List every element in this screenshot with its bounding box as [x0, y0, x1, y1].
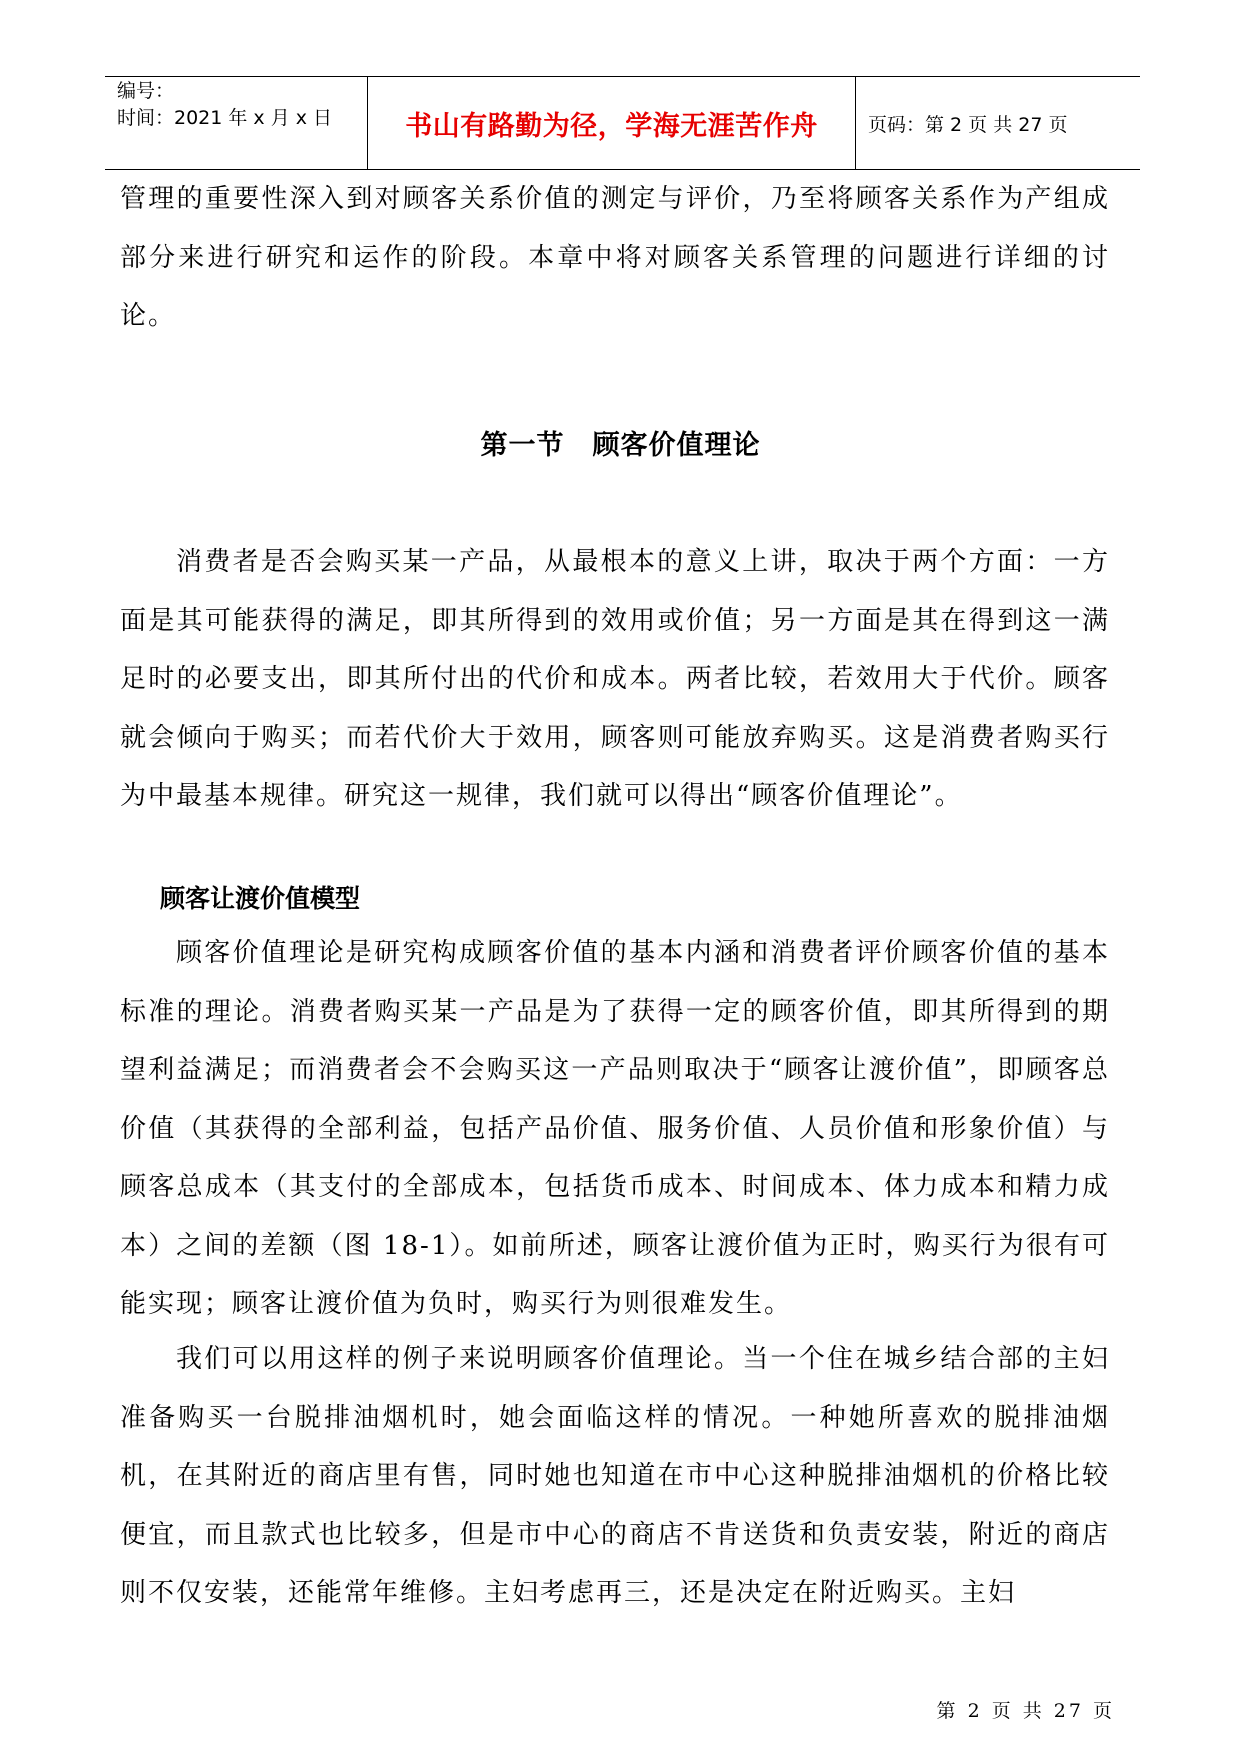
body-paragraph: 顾客价值理论是研究构成顾客价值的基本内涵和消费者评价顾客价值的基本标准的理论。消费者购买某一产品是为了获得一定的顾客价值，即其所得到的期望利益满足；而消费者会不会购买这一产品则取决于“顾客让渡价值”，即顾客总价值（其获得的全部利益，包括产品价值、服务价值、人员价值和形象价值）与顾客总成本（其支付的全部成本，包括货币成本、时间成本、体力成本和精力成本）之间的差额（图 18-1）。如前所述，顾客让渡价值为正时，购买行为很有可能实现；顾客让渡价值为负时，购买行为则很难发生。 — [120, 938, 1110, 1319]
header-motto: 书山有路勤为径，学海无涯苦作舟 — [405, 110, 818, 142]
intro-paragraph: 管理的重要性深入到对顾客关系价值的测定与评价，乃至将顾客关系作为产组成部分来进行研究和运作的阶段。本章中将对顾客关系管理的问题进行详细的讨论。 — [120, 184, 1110, 331]
header-page-info: 页码：第 2 页 共 27 页 — [868, 113, 1068, 136]
header-motto-cell — [368, 77, 856, 169]
page-header — [105, 76, 1140, 170]
page-footer-number: 第 2 页 共 27 页 — [936, 1700, 1115, 1722]
header-page-cell — [856, 77, 1140, 169]
document-date-label: 时间：2021 年 x 月 x 日 — [117, 107, 333, 129]
header-info-cell — [105, 77, 368, 169]
section-title: 第一节 顾客价值理论 — [480, 430, 761, 461]
document-number-label: 编号： — [117, 80, 175, 102]
subsection-title: 顾客让渡价值模型 — [160, 884, 361, 913]
body-paragraph: 消费者是否会购买某一产品，从最根本的意义上讲，取决于两个方面：一方面是其可能获得的满足，即其所得到的效用或价值；另一方面是其在得到这一满足时的必要支出，即其所付出的代价和成本。两者比较，若效用大于代价。顾客就会倾向于购买；而若代价大于效用，顾客则可能放弃购买。这是消费者购买行为中最基本规律。研究这一规律，我们就可以得出“顾客价值理论”。 — [120, 547, 1110, 811]
body-paragraph: 我们可以用这样的例子来说明顾客价值理论。当一个住在城乡结合部的主妇准备购买一台脱排油烟机时，她会面临这样的情况。一种她所喜欢的脱排油烟机，在其附近的商店里有售，同时她也知道在市中心这种脱排油烟机的价格比较便宜，而且款式也比较多，但是市中心的商店不肯送货和负责安装，附近的商店则不仅安装，还能常年维修。主妇考虑再三，还是决定在附近购买。主妇 — [120, 1344, 1110, 1608]
